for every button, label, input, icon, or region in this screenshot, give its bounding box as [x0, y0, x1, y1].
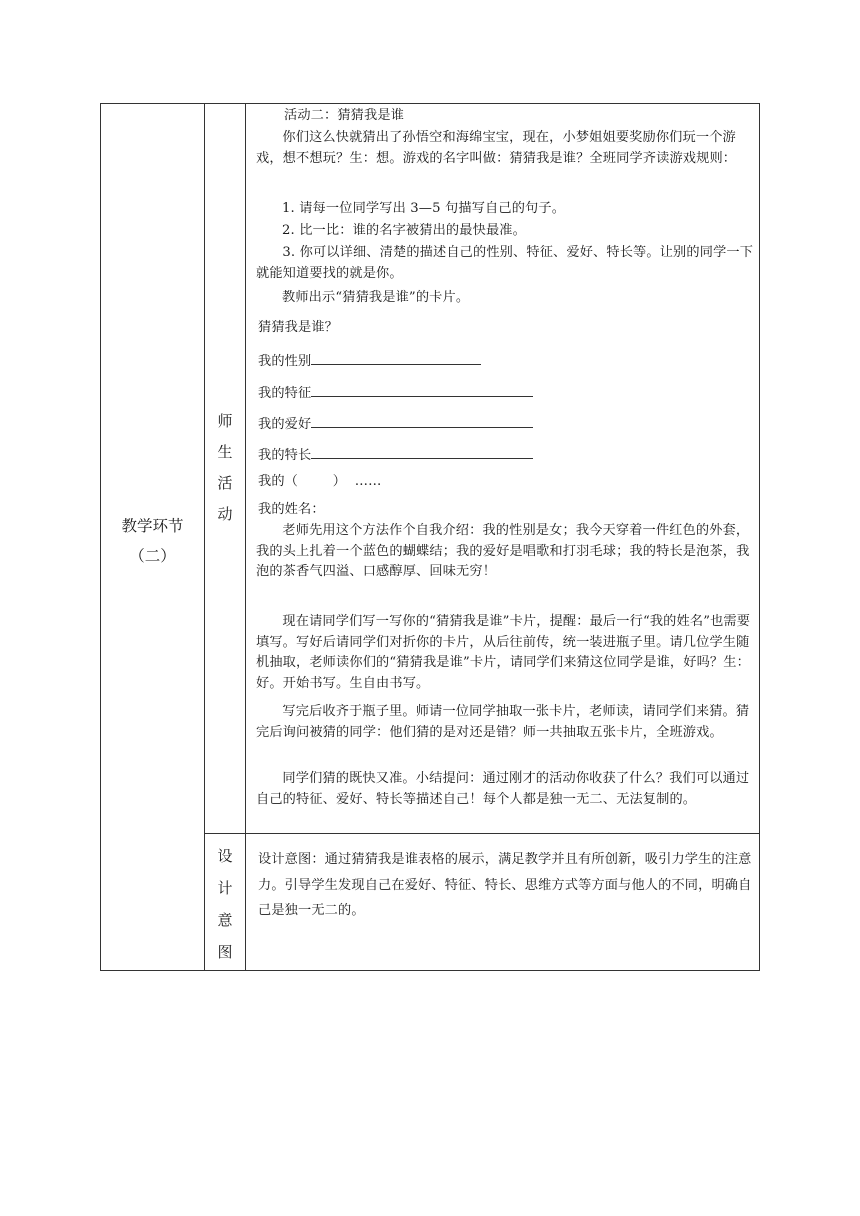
lesson-table: [100, 103, 760, 971]
collect-paragraph: 写完后收齐于瓶子里。师请一位同学抽取一张卡片，老师读，请同学们来猜。猜完后询问被猜的同学：他们猜的是对还是错？师一共抽取五张卡片，全班游戏。: [256, 704, 750, 740]
card-gender-label: 我的性别: [258, 354, 312, 369]
card-feature-line: [258, 382, 758, 405]
activity-intro: 你们这么快就猜出了孙悟空和海绵宝宝，现在，小梦姐姐要奖励你们玩一个游戏，想不想玩？生：想。游戏的名字叫做：猜猜我是谁？全班同学齐读游戏规则：: [256, 130, 737, 166]
rule-1: 1. 请每一位同学写出 3—5 句描写自己的句子。: [282, 201, 566, 216]
section-number: （二）: [129, 547, 176, 565]
activity-label-char: 动: [217, 505, 233, 523]
activity-label-char: 师: [217, 412, 233, 430]
card-specialty-line: [258, 444, 758, 467]
fill-blank: [311, 444, 533, 459]
card-intro: 教师出示“猜猜我是谁”的卡片。: [282, 290, 470, 305]
card-my-line: 我的（ ） ……: [258, 474, 382, 489]
card-gender-line: [258, 350, 758, 373]
fill-blank: [311, 382, 533, 397]
card-feature-label: 我的特征: [258, 386, 312, 401]
design-label-char: 意: [217, 911, 233, 929]
card-title: 猜猜我是谁？: [258, 320, 339, 335]
column-divider: [245, 104, 246, 970]
design-intent-text: 设计意图：通过猜猜我是谁表格的展示，满足教学并且有所创新，吸引力学生的注意力。引导学生发现自己在爱好、特征、特长、思维方式等方面与他人的不同，明确自己是独一无二的。: [258, 852, 752, 918]
activity-label-char: 生: [217, 443, 233, 461]
summary-paragraph: 同学们猜的既快又准。小结提问：通过刚才的活动你收获了什么？我们可以通过自己的特征、爱好、特长等描述自己！每个人都是独一无二、无法复制的。: [256, 771, 750, 807]
rule-2: 2. 比一比：谁的名字被猜出的最快最准。: [282, 223, 526, 238]
activity-label-char: 活: [217, 474, 233, 492]
card-name-line: 我的姓名：: [258, 502, 325, 517]
column-divider: [204, 104, 205, 970]
section-title: 教学环节: [121, 517, 184, 535]
card-hobby-label: 我的爱好: [258, 417, 312, 432]
activity-heading: 活动二：猜猜我是谁: [284, 108, 405, 123]
design-label-char: 设: [217, 847, 233, 865]
row-divider: [205, 833, 759, 834]
fill-blank: [311, 350, 481, 365]
card-hobby-line: [258, 413, 758, 436]
write-instructions: 现在请同学们写一写你的“猜猜我是谁”卡片，提醒：最后一行“我的姓名”也需要填写。写好后请同学们对折你的卡片，从后往前传，统一装进瓶子里。请几位学生随机抽取，老师读你们的“猜猜我是谁”卡片，请同学们来猜这位同学是谁，好吗？生：好。开始书写。生自由书写。: [256, 614, 751, 691]
teacher-intro: 老师先用这个方法作个自我介绍：我的性别是女；我今天穿着一件红色的外套，我的头上扎着一个蓝色的蝴蝶结；我的爱好是唱歌和打羽毛球；我的特长是泡茶，我泡的茶香气四溢、口感醇厚、回味无穷！: [256, 523, 750, 579]
fill-blank: [311, 413, 533, 428]
rule-3: 3. 你可以详细、清楚的描述自己的性别、特征、爱好、特长等。让别的同学一下就能知道要找的就是你。: [256, 245, 754, 281]
activity-label: [205, 410, 245, 534]
design-label: [205, 845, 245, 973]
card-specialty-label: 我的特长: [258, 448, 312, 463]
design-label-char: 图: [217, 943, 233, 961]
design-label-char: 计: [217, 879, 233, 897]
